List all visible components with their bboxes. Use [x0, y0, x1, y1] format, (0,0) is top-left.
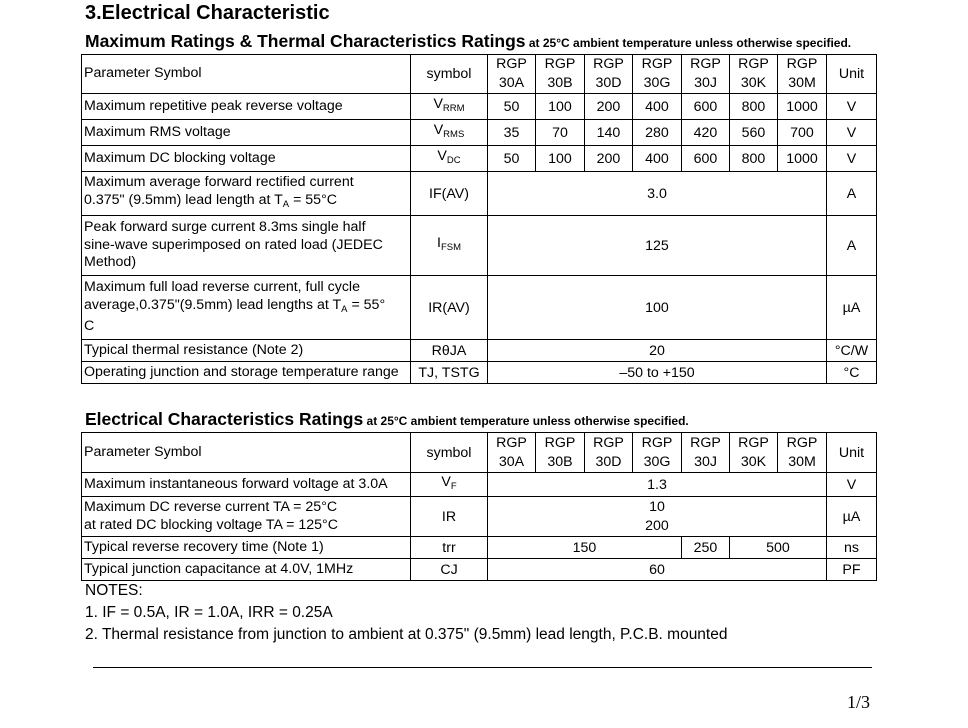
table-row — [82, 340, 877, 362]
value-cell: 50 — [488, 94, 536, 120]
param-cell: Typical thermal resistance (Note 2) — [82, 340, 411, 362]
header-model: RGP 30D — [585, 55, 633, 94]
value-cell: 35 — [488, 120, 536, 146]
value-cell: 500 — [730, 537, 827, 559]
header-symbol: symbol — [411, 55, 488, 94]
header-symbol: symbol — [411, 433, 488, 473]
value-cell: 250 — [682, 537, 730, 559]
param-cell: Maximum DC reverse current TA = 25°C at rated DC blocking voltage TA = 125°C — [82, 497, 411, 537]
value-cell: 700 — [778, 120, 827, 146]
header-model: RGP 30B — [536, 433, 585, 473]
param-cell: Typical reverse recovery time (Note 1) — [82, 537, 411, 559]
header-model: RGP 30K — [730, 433, 778, 473]
section-title: 3.Electrical Characteristic — [85, 2, 330, 24]
symbol-cell: $V_{RRM}$ — [411, 94, 488, 120]
table-row — [82, 559, 877, 581]
unit-cell: V — [827, 473, 877, 497]
param-cell: Operating junction and storage temperature range — [82, 362, 411, 384]
value-cell: 50 — [488, 146, 536, 172]
header-parameter: Parameter Symbol — [82, 55, 411, 94]
note-2: 2. Thermal resistance from junction to ambient at 0.375" (9.5mm) lead length, P.C.B. mounted — [85, 626, 728, 643]
symbol-cell: CJ — [411, 559, 488, 581]
max-ratings-title-text: Maximum Ratings & Thermal Characteristics Ratings — [85, 31, 526, 51]
value-cell: 150 — [488, 537, 682, 559]
value-cell: 400 — [633, 146, 682, 172]
value-cell: 420 — [682, 120, 730, 146]
max-ratings-title — [85, 31, 851, 52]
table-row — [82, 362, 877, 384]
value-cell: 800 — [730, 146, 778, 172]
header-model: RGP 30J — [682, 55, 730, 94]
value-cell: –50 to +150 — [488, 362, 827, 384]
notes-heading: NOTES: — [85, 582, 143, 599]
table-header-row — [82, 433, 877, 473]
electrical-title — [85, 409, 689, 430]
table-row — [82, 473, 877, 497]
header-model: RGP 30G — [633, 433, 682, 473]
symbol-cell: $I_{FSM}$ — [411, 216, 488, 276]
unit-cell: V — [827, 120, 877, 146]
footer-rule — [93, 667, 872, 668]
header-parameter: Parameter Symbol — [82, 433, 411, 473]
max-ratings-condition: at 25°C ambient temperature unless otherwise specified. — [525, 36, 852, 50]
note-1: 1. IF = 0.5A, IR = 1.0A, IRR = 0.25A — [85, 604, 333, 621]
table-row — [82, 94, 877, 120]
value-cell: 100 — [536, 94, 585, 120]
electrical-condition: at 25°C ambient temperature unless otherwise specified. — [363, 414, 689, 428]
value-cell: 400 — [633, 94, 682, 120]
value-cell: 20 — [488, 340, 827, 362]
param-cell: Maximum repetitive peak reverse voltage — [82, 94, 411, 120]
value-cell: 140 — [585, 120, 633, 146]
unit-cell: °C — [827, 362, 877, 384]
value-cell: 1.3 — [488, 473, 827, 497]
param-cell: Maximum DC blocking voltage — [82, 146, 411, 172]
table-row — [82, 216, 877, 276]
value-cell: 600 — [682, 146, 730, 172]
value-cell: 3.0 — [488, 172, 827, 216]
table-row — [82, 537, 877, 559]
value-cell: 1000 — [778, 146, 827, 172]
header-model: RGP 30A — [488, 55, 536, 94]
header-model: RGP 30G — [633, 55, 682, 94]
header-unit: Unit — [827, 55, 877, 94]
param-cell: Peak forward surge current 8.3ms single half sine-wave superimposed on rated load (JEDEC Method) — [82, 216, 411, 276]
value-cell: 100 — [488, 276, 827, 340]
header-unit: Unit — [827, 433, 877, 473]
electrical-title-text: Electrical Characteristics Ratings — [85, 409, 364, 429]
header-model: RGP 30D — [585, 433, 633, 473]
value-cell: 100 — [536, 146, 585, 172]
value-cell: 200 — [585, 94, 633, 120]
electrical-table — [81, 432, 877, 581]
table-row — [82, 172, 877, 216]
param-cell: Maximum full load reverse current, full cycle average,0.375"(9.5mm) lead lengths at $T_A = 55^\circ$ C — [82, 276, 411, 340]
unit-cell: µA — [827, 276, 877, 340]
header-model: RGP 30B — [536, 55, 585, 94]
symbol-cell: IR(AV) — [411, 276, 488, 340]
value-cell: 1000 — [778, 94, 827, 120]
unit-cell: V — [827, 146, 877, 172]
value-cell: 280 — [633, 120, 682, 146]
value-cell: 800 — [730, 94, 778, 120]
header-model: RGP 30J — [682, 433, 730, 473]
table-row — [82, 146, 877, 172]
value-cell: 125 — [488, 216, 827, 276]
symbol-cell: TJ, TSTG — [411, 362, 488, 384]
header-model: RGP 30M — [778, 433, 827, 473]
table-row — [82, 497, 877, 537]
symbol-cell: trr — [411, 537, 488, 559]
table-row — [82, 120, 877, 146]
unit-cell: V — [827, 94, 877, 120]
header-model: RGP 30M — [778, 55, 827, 94]
param-cell: Typical junction capacitance at 4.0V, 1MHz — [82, 559, 411, 581]
unit-cell: µA — [827, 497, 877, 537]
page-number: 1/3 — [847, 692, 871, 712]
header-model: RGP 30K — [730, 55, 778, 94]
value-cell: 60 — [488, 559, 827, 581]
symbol-cell: $V_{DC}$ — [411, 146, 488, 172]
table-header-row — [82, 55, 877, 94]
symbol-cell: IF(AV) — [411, 172, 488, 216]
header-model: RGP 30A — [488, 433, 536, 473]
value-cell: 560 — [730, 120, 778, 146]
symbol-cell: $V_{RMS}$ — [411, 120, 488, 146]
value-cell: 70 — [536, 120, 585, 146]
max-ratings-table — [81, 54, 877, 384]
unit-cell: A — [827, 216, 877, 276]
param-cell: Maximum instantaneous forward voltage at 3.0A — [82, 473, 411, 497]
symbol-cell: RθJA — [411, 340, 488, 362]
symbol-cell: $V_F$ — [411, 473, 488, 497]
symbol-cell: IR — [411, 497, 488, 537]
unit-cell: A — [827, 172, 877, 216]
unit-cell: ns — [827, 537, 877, 559]
param-cell: Maximum average forward rectified current 0.375" (9.5mm) lead length at $T_A = 55^\circ C$ — [82, 172, 411, 216]
value-cell: 10 200 — [488, 497, 827, 537]
table-row — [82, 276, 877, 340]
value-cell: 600 — [682, 94, 730, 120]
param-cell: Maximum RMS voltage — [82, 120, 411, 146]
unit-cell: PF — [827, 559, 877, 581]
unit-cell: °C/W — [827, 340, 877, 362]
value-cell: 200 — [585, 146, 633, 172]
